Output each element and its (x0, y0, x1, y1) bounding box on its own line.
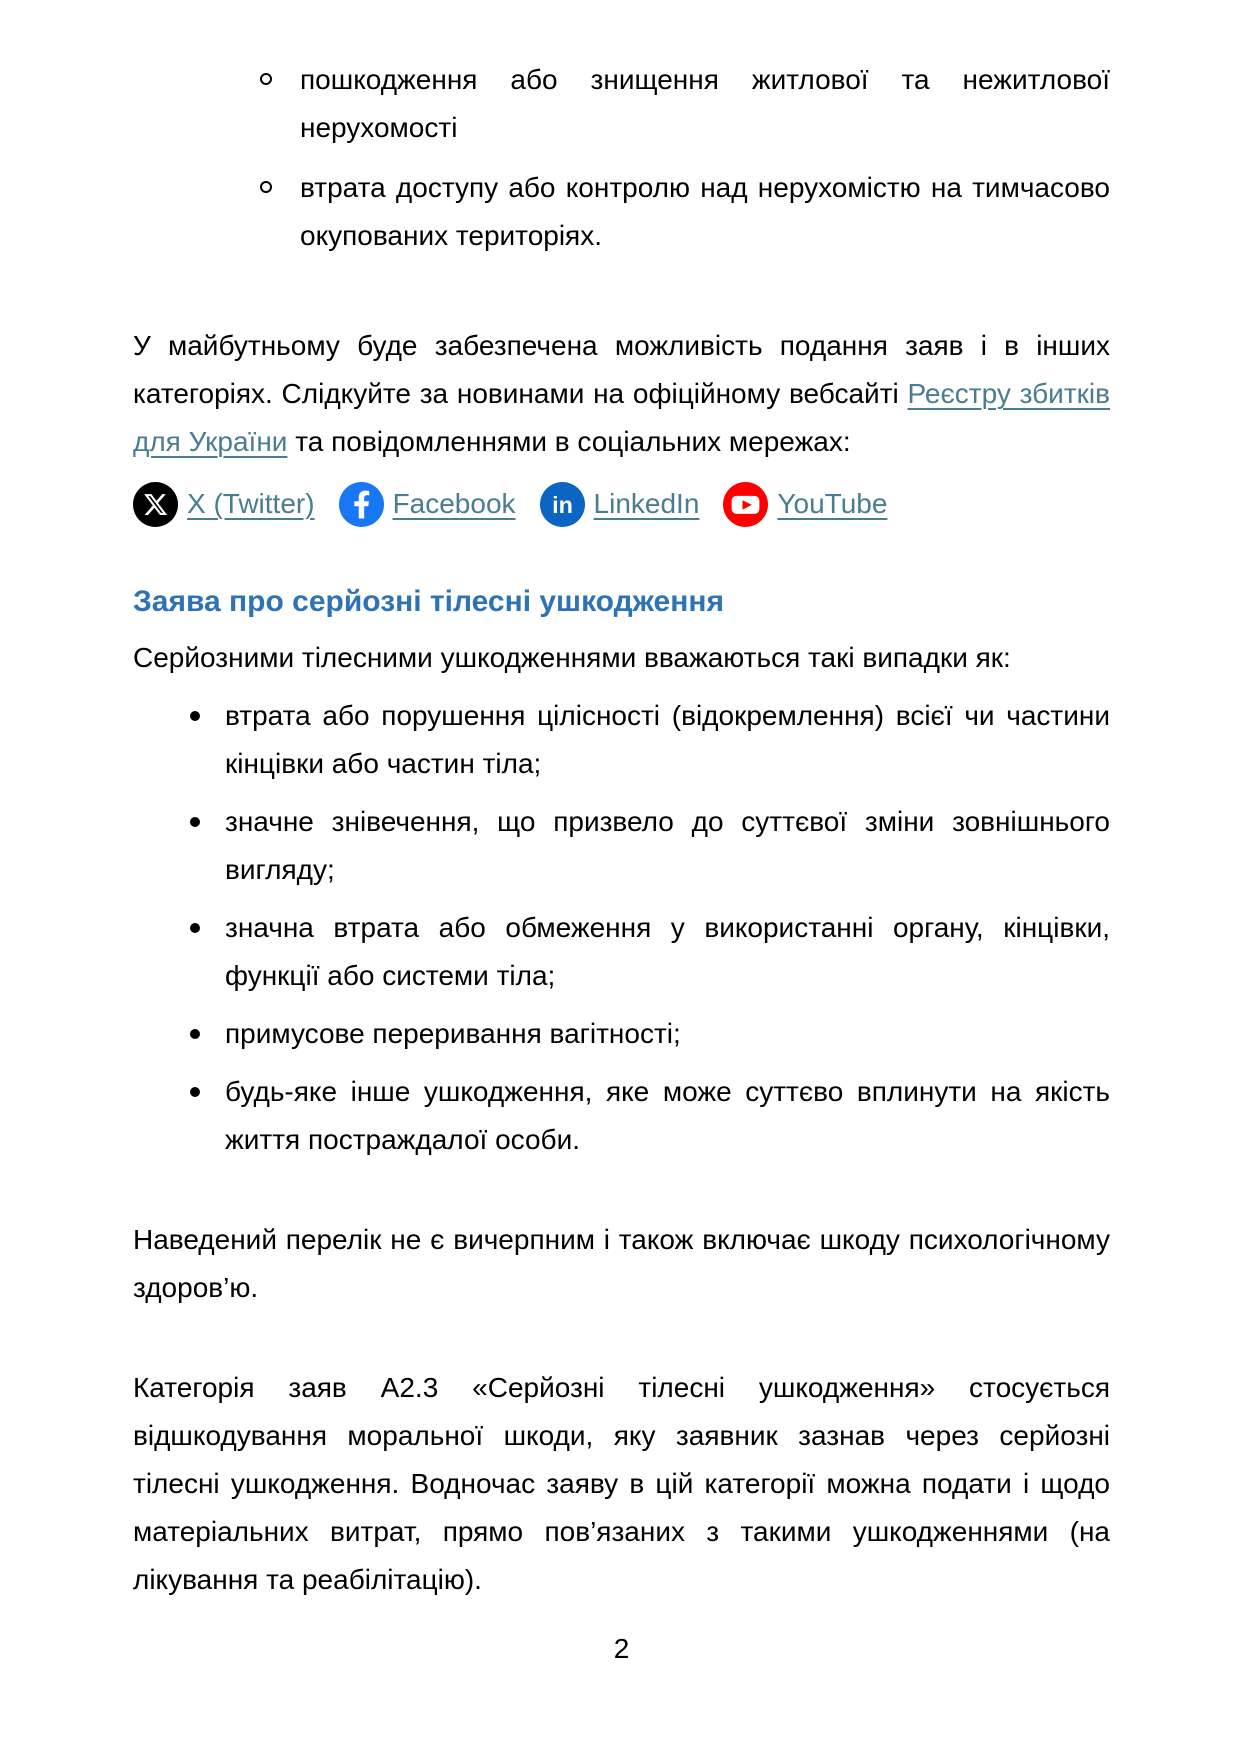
list-item-text: втрата або порушення цілісності (відокремлення) всієї чи частини кінцівки або частин тіла; (225, 700, 1110, 779)
list-item (133, 904, 1110, 1000)
x-twitter-link[interactable]: X (Twitter) (187, 488, 315, 519)
serious-injuries-list (133, 692, 1110, 1164)
social-item-youtube (723, 482, 887, 527)
non-exhaustive-note: Наведений перелік не є вичерпним і також включає шкоду психологічному здоров’ю. (133, 1224, 1110, 1303)
list-item (133, 692, 1110, 788)
social-item-linkedin (540, 482, 700, 527)
registry-website-link[interactable]: Реєстру збитків для України (133, 378, 1110, 457)
linkedin-link[interactable]: LinkedIn (593, 488, 700, 519)
social-item-facebook (339, 482, 516, 527)
social-links-row (133, 478, 1110, 530)
list-item-text: значне знівечення, що призвело до суттєвої зміни зовнішнього вигляду; (225, 806, 1110, 885)
disc-bullet-marker (190, 692, 225, 788)
list-item (133, 1010, 1110, 1058)
circle-bullet-marker (260, 164, 300, 260)
list-item (133, 164, 1110, 260)
paragraph-text: та повідомленнями в соціальних мережах: (287, 426, 851, 457)
circle-bullet-marker (260, 56, 300, 152)
real-estate-claims-list (133, 56, 1110, 260)
youtube-link[interactable]: YouTube (777, 488, 888, 519)
list-item (133, 798, 1110, 894)
social-item-x (133, 482, 315, 527)
facebook-link[interactable]: Facebook (392, 488, 516, 519)
disc-bullet-marker (190, 1068, 225, 1164)
section-intro: Серйозними тілесними ушкодженнями вважаються такі випадки як: (133, 642, 1011, 673)
disc-bullet-marker (190, 904, 225, 1000)
youtube-icon[interactable] (723, 482, 768, 527)
page-number: 2 (613, 1633, 630, 1664)
list-item-text: примусове переривання вагітності; (225, 1018, 681, 1049)
list-item (133, 56, 1110, 152)
future-categories-paragraph (133, 322, 1110, 466)
list-item-text: значна втрата або обмеження у використанні органу, кінцівки, функції або системи тіла; (225, 912, 1110, 991)
linkedin-icon[interactable] (540, 482, 585, 527)
facebook-icon[interactable] (339, 482, 384, 527)
list-item-text: будь-яке інше ушкодження, яке може суттєво вплинути на якість життя постраждалої особи. (225, 1076, 1110, 1155)
section-heading: Заява про серйозні тілесні ушкодження (133, 585, 724, 618)
list-item (133, 1068, 1110, 1164)
category-a23-paragraph: Категорія заяв А2.3 «Серйозні тілесні ушкодження» стосується відшкодування моральної шкоди, яку заявник зазнав через серйозні тілесні ушкодження. Водночас заяву в цій категорії можна подати і щодо матеріальних витрат, прямо пов’язаних з такими ушкодженнями (на лікування та реабілітацію). (133, 1372, 1110, 1595)
svg-text:in: in (551, 491, 573, 518)
disc-bullet-marker (190, 1010, 225, 1058)
list-item-text: пошкодження або знищення житлової та нежитлової нерухомості (300, 64, 1110, 143)
paragraph-text: У майбутньому буде забезпечена можливість подання заяв і в інших категоріях. Слідкуйте за новинами на офіційному вебсайті (133, 330, 1110, 409)
x-twitter-icon[interactable] (133, 482, 178, 527)
list-item-text: втрата доступу або контролю над нерухомістю на тимчасово окупованих територіях. (300, 172, 1110, 251)
disc-bullet-marker (190, 798, 225, 894)
